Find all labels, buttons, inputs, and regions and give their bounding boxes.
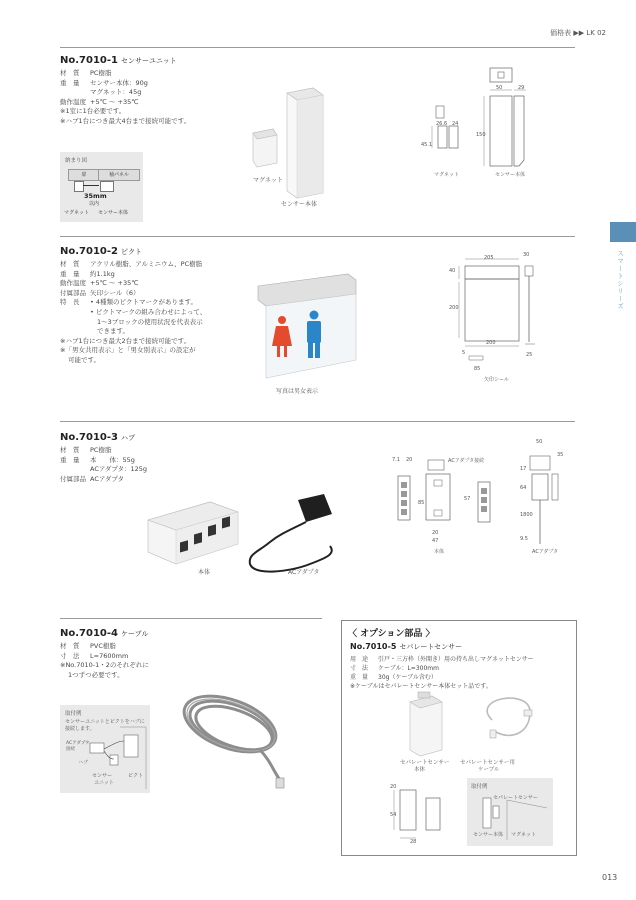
product-number: No.7010-3	[60, 432, 118, 443]
dim-label: 17	[520, 466, 527, 472]
dim-label: 64	[520, 485, 527, 491]
pict-dimension-drawing	[455, 252, 555, 372]
spec-value: PC樹脂	[90, 69, 112, 77]
option-specs	[350, 655, 570, 691]
dim-label: 28	[410, 839, 417, 845]
dim-label: 45.1	[421, 142, 433, 148]
dim-label: 57	[464, 496, 471, 502]
photo-caption-sensor: センサー本体	[281, 201, 318, 208]
spec-value: ACアダプタ：125g	[90, 465, 147, 474]
adapter-label: 接続	[66, 747, 75, 752]
note: 1つずつ必要です。	[68, 670, 124, 679]
feature-text: できます。	[97, 327, 129, 336]
spec-value: ACアダプタ	[90, 474, 124, 483]
product-number: No.7010-1	[60, 55, 118, 66]
dim-label: 40	[449, 268, 456, 274]
section4-title	[60, 628, 148, 639]
product-name: セパレートセンサー	[399, 643, 463, 651]
section1-specs	[60, 69, 260, 127]
note: ※No.7010-1・2のそれぞれに	[60, 661, 149, 670]
dim-label: 200	[486, 340, 496, 346]
spec-key: 動作温度	[60, 279, 86, 288]
page-header: 価格表 ▶▶ LK 02	[550, 29, 606, 37]
section3-title	[60, 432, 135, 443]
section4-specs	[60, 642, 260, 680]
product-name: ケーブル	[120, 630, 149, 638]
separate-sensor-dimension-drawing	[388, 780, 458, 846]
cable-photo	[170, 680, 310, 800]
adapter-label: ACアダプタ	[66, 741, 90, 746]
side-index-tab	[610, 222, 636, 242]
gap-value: 35mm	[84, 192, 107, 200]
magnet-label: マグネット	[64, 210, 89, 216]
spec-key: 動作温度	[60, 97, 86, 106]
note: 可能です。	[68, 355, 100, 364]
photo-caption-cable: ケーブル	[478, 767, 500, 773]
section3-specs	[60, 446, 260, 484]
separate-sensor-photo	[400, 690, 560, 760]
install-diagram	[60, 705, 150, 793]
spec-value: 引戸・三方枠（外開き）用の持ち出しマグネットセンサー	[378, 656, 534, 663]
dim-label: 54	[390, 812, 397, 818]
door-label: 扉	[68, 169, 100, 181]
spec-key: 重 量	[60, 269, 80, 278]
gap-arrow	[83, 185, 99, 186]
spec-key: 用 途	[350, 656, 369, 663]
install-title: 納まり図	[65, 158, 88, 164]
install-title: 取付例	[471, 784, 488, 790]
dim-label: 9.5	[520, 536, 528, 542]
note: ※1室に1台必要です。	[60, 107, 126, 116]
section-rule	[60, 47, 575, 48]
photo-caption-cable: セパレートセンサー用	[460, 760, 515, 766]
hub-photo	[140, 480, 340, 580]
section2-title	[60, 246, 142, 257]
feature-text: 1～3ブロックの使用状況を代表表示	[97, 317, 203, 326]
side-index-label: スマートシリーズ	[616, 250, 624, 310]
spec-value: 30g（ケーブル含む）	[378, 674, 437, 681]
dim-caption-arrow: 矢印シール	[484, 377, 509, 383]
note: ※ケーブルはセパレートセンサー本体セット品です。	[350, 683, 492, 690]
magnet-label: マグネット	[511, 832, 536, 838]
magnet-shape	[74, 181, 84, 192]
spec-value: 本 体：55g	[90, 455, 135, 464]
page-number: 013	[602, 873, 618, 882]
hub-dimension-drawing	[390, 438, 565, 558]
dim-caption-adapter: ACアダプタ	[532, 549, 559, 555]
dim-label: 1800	[520, 512, 533, 518]
spec-value: +5℃ ～ +35℃	[90, 97, 139, 106]
photo-caption-adapter: ACアダプタ	[288, 569, 320, 576]
photo-caption: 写真は男女表示	[276, 388, 319, 395]
spec-value: PVC樹脂	[90, 642, 116, 650]
install-diagram	[60, 152, 143, 222]
product-number: No.7010-2	[60, 246, 118, 257]
product-name: センサーユニット	[120, 57, 177, 65]
install-description: 接続します。	[65, 726, 95, 732]
dim-label: 205	[484, 255, 494, 261]
note: ※ハブ1台につき最大2台まで接続可能です。	[60, 336, 191, 345]
spec-key: 特 長	[60, 298, 80, 307]
dim-label: 20	[390, 784, 397, 790]
section-rule	[60, 421, 575, 422]
note: ※ハブ1台につき最大4台まで接続可能です。	[60, 116, 191, 125]
hub-label: ハブ	[78, 760, 89, 766]
sensor-label: センサー本体	[98, 210, 129, 216]
spec-value: アクリル樹脂、アルミニウム、PC樹脂	[90, 260, 203, 268]
dim-label: 30	[523, 252, 530, 258]
sensor-label: センサー本体	[473, 832, 504, 838]
dim-label: 200	[449, 305, 459, 311]
spec-key: 材 質	[60, 69, 80, 77]
spec-key: 付属部品	[60, 474, 86, 483]
spec-value: • 4種類のピクトマークがあります。	[90, 298, 198, 307]
install-illustration	[467, 778, 553, 846]
install-title: 取付例	[65, 711, 82, 717]
spec-key: 材 質	[60, 446, 80, 454]
spec-key: 材 質	[60, 260, 80, 268]
product-number: No.7010-5	[350, 642, 397, 651]
section-rule	[60, 236, 575, 237]
dim-label: 85	[474, 366, 481, 372]
spec-value: 矢印シール（6）	[90, 288, 140, 297]
dim-label: 20	[406, 457, 413, 463]
panel-label: 袖パネル	[98, 169, 140, 181]
dim-label: 50	[536, 439, 543, 445]
dim-label: 24	[452, 121, 459, 127]
dim-caption-body: 本体	[434, 549, 445, 555]
sensor-label: ユニット	[94, 780, 114, 786]
spec-value: PC樹脂	[90, 446, 112, 454]
sensor-unit-photo	[250, 85, 340, 205]
install-description: センサーユニットとピクトをハブに	[65, 719, 145, 725]
photo-caption-body: セパレートセンサー	[400, 760, 450, 766]
spec-value: マグネット：45g	[90, 88, 142, 97]
section1-title	[60, 55, 177, 66]
dim-label: 20	[432, 530, 439, 536]
pict-photo	[252, 270, 362, 388]
option-heading: 〈 オプション部品 〉	[348, 629, 435, 639]
product-name: ハブ	[120, 434, 135, 442]
spec-value: センサー本体：90g	[90, 78, 148, 87]
feature-text: • ピクトマークの組み合わせによって、	[90, 307, 207, 316]
dim-label: 50	[496, 85, 503, 91]
spec-value: 約1.1kg	[90, 269, 115, 278]
dim-label: 25	[526, 352, 533, 358]
spec-value: ケーブル：L=300mm	[378, 665, 439, 672]
photo-caption-body: 本体	[198, 569, 211, 576]
dim-label: 5	[462, 350, 466, 356]
spec-key: 重 量	[60, 455, 80, 464]
dim-caption-sensor: センサー本体	[495, 172, 526, 178]
spec-key: 材 質	[60, 642, 80, 650]
section-rule	[60, 618, 322, 619]
spec-key: 重 量	[350, 674, 369, 681]
install-illustration	[60, 705, 150, 793]
pict-label: ピクト	[128, 773, 144, 779]
dim-label: 29	[518, 85, 525, 91]
dim-caption-magnet: マグネット	[434, 172, 459, 178]
dim-label: 7.1	[392, 457, 400, 463]
install-diagram	[467, 778, 553, 846]
option-title	[350, 642, 462, 652]
spec-key: 付属部品	[60, 288, 86, 297]
spec-key: 寸 法	[350, 665, 369, 672]
photo-caption-body: 本体	[414, 767, 426, 773]
dim-label: 47	[432, 538, 439, 544]
separate-sensor-label: セパレートセンサー	[493, 795, 538, 801]
dim-caption-connection: ACアダプタ接続	[448, 458, 485, 464]
product-number: No.7010-4	[60, 628, 118, 639]
spec-value: +5℃ ～ +35℃	[90, 279, 139, 288]
dim-label: 26.6	[436, 121, 448, 127]
sensor-shape	[100, 181, 114, 192]
note: ※「男女共用表示」と「男女別表示」の設定が	[60, 346, 196, 355]
dim-label: 35	[557, 452, 564, 458]
sensor-label: センサー	[92, 773, 113, 779]
spec-key: 寸 法	[60, 651, 80, 660]
spec-value: L=7600mm	[90, 651, 129, 660]
spec-key: 重 量	[60, 78, 80, 87]
dim-label: 150	[476, 132, 486, 138]
product-name: ピクト	[120, 248, 142, 256]
dim-label: 85	[418, 500, 425, 506]
gap-note: 以内	[89, 201, 100, 207]
section2-specs	[60, 260, 260, 366]
photo-caption-magnet: マグネット	[253, 177, 283, 184]
